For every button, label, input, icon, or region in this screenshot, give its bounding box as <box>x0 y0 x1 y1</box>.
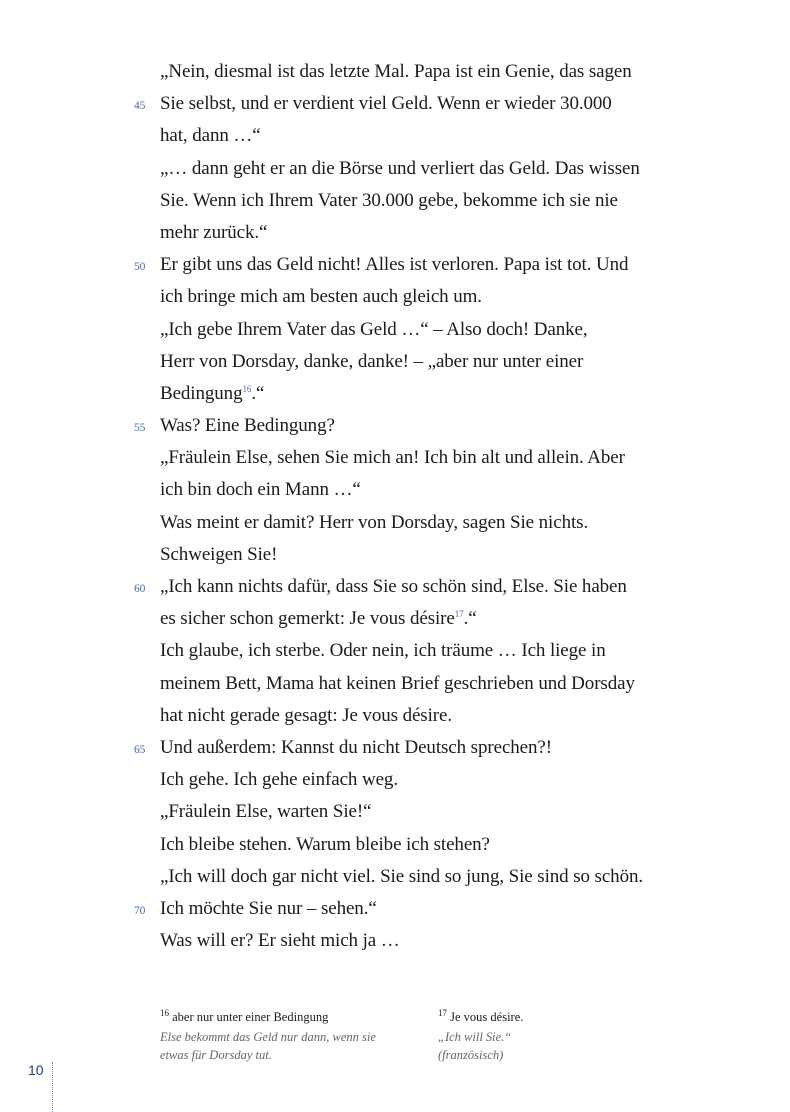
footnote-reference: 16 <box>242 383 252 394</box>
text-line <box>160 796 760 828</box>
footnote-term: Je vous désire. <box>450 1010 524 1024</box>
text-line <box>134 893 760 925</box>
text-line <box>160 120 760 152</box>
text-line <box>160 56 760 88</box>
footnote-number: 16 <box>160 1008 169 1018</box>
text-line <box>160 281 760 313</box>
line-text: „Fräulein Else, sehen Sie mich an! Ich bin alt und allein. Aber <box>160 447 625 469</box>
line-number: 45 <box>134 100 146 113</box>
text-line <box>160 925 760 957</box>
text-line <box>160 217 760 249</box>
text-line <box>160 764 760 796</box>
line-text: Sie. Wenn ich Ihrem Vater 30.000 gebe, bekomme ich sie nie <box>160 189 618 211</box>
text-line <box>160 861 760 893</box>
line-text: „Fräulein Else, warten Sie!“ <box>160 801 372 823</box>
footnote-16 <box>160 1008 400 1065</box>
text-line <box>160 700 760 732</box>
text-line <box>160 378 760 410</box>
line-text: Und außerdem: Kannst du nicht Deutsch sprechen?! <box>160 736 552 758</box>
line-text: ich bringe mich am besten auch gleich um. <box>160 286 482 308</box>
line-number: 50 <box>134 261 146 274</box>
line-text: Ich gehe. Ich gehe einfach weg. <box>160 769 398 791</box>
text-line <box>134 571 760 603</box>
line-text: Was? Eine Bedingung? <box>160 415 335 437</box>
text-line <box>160 603 760 635</box>
line-text: „Ich kann nichts dafür, dass Sie so schön sind, Else. Sie haben <box>160 576 627 597</box>
line-text: Bedingung <box>160 382 243 404</box>
text-line <box>160 346 760 378</box>
text-line <box>134 249 760 281</box>
text-line <box>160 153 760 185</box>
line-text: Sie selbst, und er verdient viel Geld. Wenn er wieder 30.000 <box>160 93 612 115</box>
line-text: Was meint er damit? Herr von Dorsday, sagen Sie nichts. <box>160 511 589 533</box>
footnote-number: 17 <box>438 1008 447 1018</box>
text-line <box>160 185 760 217</box>
footnote-17 <box>438 1008 678 1065</box>
footnote-explanation: „Ich will Sie.“ (französisch) <box>438 1029 512 1062</box>
footnote-term: aber nur unter einer Bedingung <box>172 1010 329 1024</box>
line-text: Ich möchte Sie nur – sehen.“ <box>160 897 377 919</box>
line-text: Ich bleibe stehen. Warum bleibe ich stehen? <box>160 833 490 855</box>
text-line <box>160 668 760 700</box>
line-text: Was will er? Er sieht mich ja … <box>160 930 400 952</box>
text-line <box>160 539 760 571</box>
line-number: 60 <box>134 583 146 595</box>
line-text: „Ich gebe Ihrem Vater das Geld …“ – Also doch! Danke, <box>160 318 588 340</box>
page-edge-marker <box>52 1062 53 1112</box>
text-line <box>160 635 760 667</box>
footnote-reference: 17 <box>454 609 464 620</box>
line-text: meinem Bett, Mama hat keinen Brief geschrieben und Dorsday <box>160 672 635 694</box>
footnote-explanation: Else bekommt das Geld nur dann, wenn sie etwas für Dorsday tut. <box>160 1029 376 1062</box>
line-text: Schweigen Sie! <box>160 543 278 565</box>
text-line <box>134 732 760 764</box>
line-text: Er gibt uns das Geld nicht! Alles ist verloren. Papa ist tot. Und <box>160 254 629 276</box>
line-text: hat nicht gerade gesagt: Je vous désire. <box>160 704 452 726</box>
text-line <box>160 442 760 474</box>
line-number: 65 <box>134 743 146 756</box>
text-line <box>134 410 760 442</box>
line-text: ich bin doch ein Mann …“ <box>160 479 361 501</box>
line-text: „Ich will doch gar nicht viel. Sie sind so jung, Sie sind so schön. <box>160 865 644 887</box>
main-text <box>134 56 760 957</box>
line-number: 70 <box>134 904 146 917</box>
line-text: mehr zurück.“ <box>160 221 268 243</box>
line-text: „Nein, diesmal ist das letzte Mal. Papa ist ein Genie, das sagen <box>160 61 632 82</box>
text-line <box>160 507 760 539</box>
line-text: hat, dann …“ <box>160 125 261 147</box>
line-text: Herr von Dorsday, danke, danke! – „aber nur unter einer <box>160 350 584 372</box>
text-line <box>160 829 760 861</box>
text-line <box>160 474 760 506</box>
line-text: es sicher schon gemerkt: Je vous désire <box>160 608 455 630</box>
line-text: „… dann geht er an die Börse und verliert das Geld. Das wissen <box>160 157 640 179</box>
line-text: Ich glaube, ich sterbe. Oder nein, ich träume … Ich liege in <box>160 640 606 662</box>
page-number: 10 <box>28 1062 44 1078</box>
text-line <box>134 88 760 120</box>
line-text-tail: .“ <box>251 382 265 404</box>
line-text-tail: .“ <box>463 608 477 630</box>
text-line <box>160 314 760 346</box>
line-number: 55 <box>134 422 146 435</box>
